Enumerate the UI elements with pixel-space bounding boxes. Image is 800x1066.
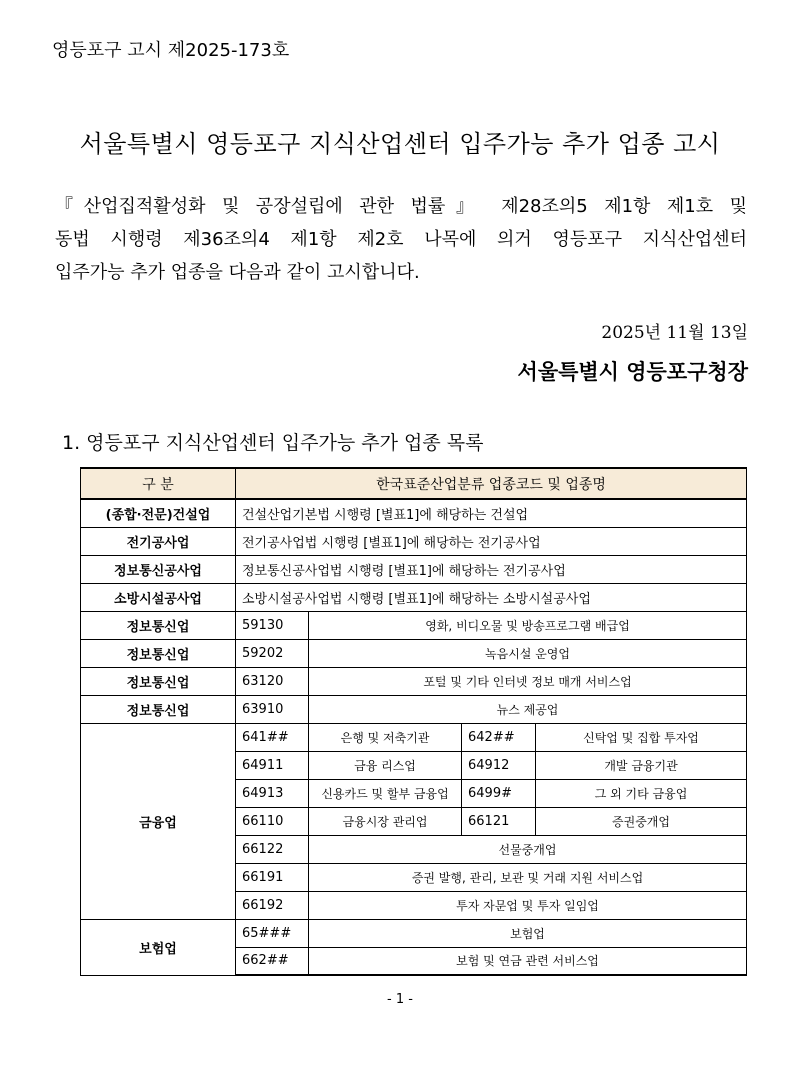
industry-name-cell: 증권중개업 [536,807,747,835]
industry-table [80,467,747,976]
table-row [81,919,747,947]
industry-name-cell: 증권 발행, 관리, 보관 및 거래 지원 서비스업 [309,863,747,891]
industry-name-cell: 투자 자문업 및 투자 일임업 [309,891,747,919]
industry-name-cell: 포털 및 기타 인터넷 정보 매개 서비스업 [309,667,747,695]
industry-name-cell: 영화, 비디오물 및 방송프로그램 배급업 [309,611,747,639]
category-cell: 전기공사업 [81,527,236,555]
industry-name-cell: 신탁업 및 집합 투자업 [536,723,747,751]
header-category: 구 분 [81,468,236,499]
issuer: 서울특별시 영등포구청장 [517,360,748,384]
industry-name-cell: 은행 및 저축기관 [309,723,462,751]
code-cell: 59202 [236,639,309,667]
notice-date: 2025년 11월 13일 [601,323,748,343]
description-cell: 전기공사업법 시행령 [별표1]에 해당하는 전기공사업 [236,527,747,555]
table-row [81,695,747,723]
code-cell: 662## [236,947,309,975]
category-cell: 정보통신업 [81,695,236,723]
category-cell: 정보통신공사업 [81,555,236,583]
code-cell: 63120 [236,667,309,695]
description-cell: 정보통신공사업법 시행령 [별표1]에 해당하는 전기공사업 [236,555,747,583]
industry-name-cell: 금융 리스업 [309,751,462,779]
code-cell: 66192 [236,891,309,919]
code-cell: 64912 [462,751,536,779]
table-row [81,611,747,639]
industry-name-cell: 선물중개업 [309,835,747,863]
table-row [81,499,747,527]
table-row [81,527,747,555]
table-row [81,555,747,583]
intro-line: 『산업집적활성화 및 공장설립에 관한 법률』 제28조의5 제1항 제1호 및 [55,196,747,217]
code-cell: 641## [236,723,309,751]
category-cell: 소방시설공사업 [81,583,236,611]
industry-name-cell: 뉴스 제공업 [309,695,747,723]
code-cell: 63910 [236,695,309,723]
intro-line: 동법 시행령 제36조의4 제1항 제2호 나목에 의거 영등포구 지식산업센터 [55,229,747,250]
category-cell: 정보통신업 [81,667,236,695]
table-row [81,583,747,611]
intro-paragraph [55,190,747,289]
intro-line: 입주가능 추가 업종을 다음과 같이 고시합니다. [55,262,420,283]
code-cell: 66121 [462,807,536,835]
page-number: - 1 - [387,992,413,1007]
industry-name-cell: 금융시장 관리업 [309,807,462,835]
category-cell: (종합·전문)건설업 [81,499,236,527]
code-cell: 66122 [236,835,309,863]
table-row [81,639,747,667]
notice-number: 영등포구 고시 제2025-173호 [52,40,290,61]
code-cell: 66110 [236,807,309,835]
code-cell: 64913 [236,779,309,807]
code-cell: 64911 [236,751,309,779]
industry-name-cell: 녹음시설 운영업 [309,639,747,667]
code-cell: 65### [236,919,309,947]
code-cell: 59130 [236,611,309,639]
document-title: 서울특별시 영등포구 지식산업센터 입주가능 추가 업종 고시 [79,130,721,158]
industry-name-cell: 보험업 [309,919,747,947]
category-cell: 정보통신업 [81,611,236,639]
category-cell: 정보통신업 [81,639,236,667]
code-cell: 6499# [462,779,536,807]
section-title: 1. 영등포구 지식산업센터 입주가능 추가 업종 목록 [62,432,484,454]
description-cell: 건설산업기본법 시행령 [별표1]에 해당하는 건설업 [236,499,747,527]
table-row [81,723,747,751]
category-cell-insurance: 보험업 [81,919,236,975]
industry-name-cell: 보험 및 연금 관련 서비스업 [309,947,747,975]
industry-name-cell: 신용카드 및 할부 금융업 [309,779,462,807]
table-header-row [81,468,747,499]
industry-name-cell: 개발 금융기관 [536,751,747,779]
industry-name-cell: 그 외 기타 금융업 [536,779,747,807]
category-cell-finance: 금융업 [81,723,236,919]
description-cell: 소방시설공사업법 시행령 [별표1]에 해당하는 소방시설공사업 [236,583,747,611]
code-cell: 66191 [236,863,309,891]
code-cell: 642## [462,723,536,751]
table-row [81,667,747,695]
header-code-name: 한국표준산업분류 업종코드 및 업종명 [236,468,747,499]
